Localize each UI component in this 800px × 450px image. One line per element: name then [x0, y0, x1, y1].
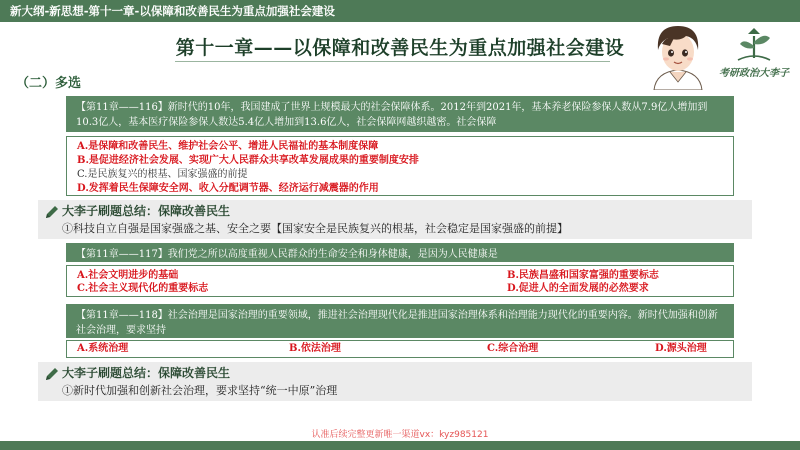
option-a: A.是保障和改善民生、维护社会公平、增进人民福祉的基本制度保障	[77, 141, 379, 152]
option-b: B.依法治理	[289, 343, 341, 354]
summary-box	[38, 362, 752, 401]
summary-text: ①科技自立自强是国家强盛之基、安全之要【国家安全是民族复兴的根基，社会稳定是国家强盛的前提】	[62, 222, 568, 235]
summary-text: ①新时代加强和创新社会治理，要求坚持“统一中原”治理	[62, 384, 338, 397]
bottom-bar	[0, 441, 800, 450]
breadcrumb: 新大纲-新思想-第十一章-以保障和改善民生为重点加强社会建设	[10, 4, 335, 18]
option-b: B.民族昌盛和国家富强的重要标志	[507, 270, 659, 281]
option-d: D.发挥着民生保障安全网、收入分配调节器、经济运行减震器的作用	[77, 183, 379, 194]
brand-logo	[712, 24, 796, 84]
watermark: 认准后续完整更新唯一渠道vx：kyz985121	[311, 430, 489, 440]
options-box	[66, 136, 734, 196]
options-box	[66, 340, 734, 358]
brand-name: 考研政治大李子	[719, 68, 789, 79]
section-label: （二）多选	[16, 76, 82, 91]
option-a: A.系统治理	[77, 343, 129, 354]
question-stem: 【第11章——118】社会治理是国家治理的重要领域，推进社会治理现代化是推进国家治理体系和治理能力现代化的重要内容。新时代加强和创新社会治理，要求坚持	[66, 304, 734, 338]
pencil-icon	[44, 204, 60, 220]
plant-logo-icon	[712, 24, 796, 64]
page-title: 第十一章——以保障和改善民生为重点加强社会建设	[175, 37, 625, 59]
option-d: D.促进人的全面发展的必然要求	[507, 283, 649, 294]
avatar	[646, 20, 710, 90]
options-box	[66, 265, 734, 297]
option-a: A.社会文明进步的基础	[77, 270, 179, 281]
option-b: B.是促进经济社会发展、实现广大人民群众共享改革发展成果的重要制度安排	[77, 155, 419, 166]
title-divider	[175, 61, 610, 62]
option-c: C.是民族复兴的根基、国家强盛的前提	[77, 169, 248, 180]
option-d: D.源头治理	[655, 343, 707, 354]
option-c: C.综合治理	[487, 343, 539, 354]
summary-title: 大李子刷题总结：保障改善民生	[62, 204, 231, 218]
summary-box	[38, 200, 752, 239]
question-stem: 【第11章——117】我们党之所以高度重视人民群众的生命安全和身体健康，是因为人民健康是	[66, 243, 734, 262]
summary-title: 大李子刷题总结：保障改善民生	[62, 366, 231, 380]
pencil-icon	[44, 366, 60, 382]
option-c: C.社会主义现代化的重要标志	[77, 283, 209, 294]
question-stem: 【第11章——116】新时代的10年，我国建成了世界上规模最大的社会保障体系。2012年到2021年，基本养老保险参保人数从7.9亿人增加到10.3亿人，基本医疗保险参保人数达5.4亿人增加到13.6亿人，社会保障网越织越密。社会保障	[66, 96, 734, 132]
top-bar	[0, 0, 800, 22]
